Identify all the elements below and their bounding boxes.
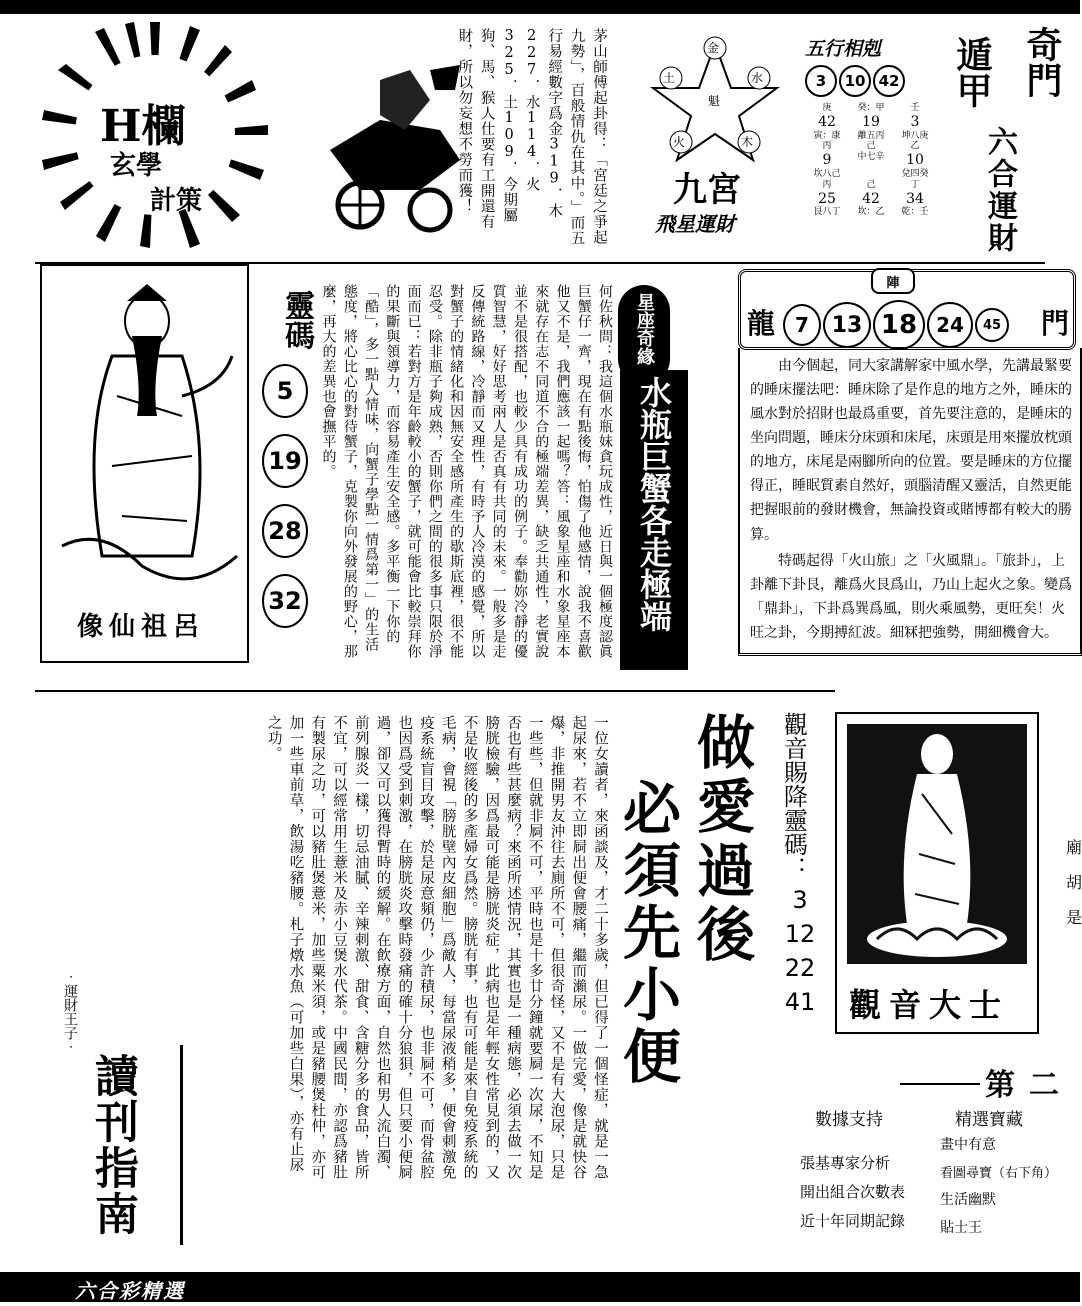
node-fire: 火 xyxy=(673,135,686,149)
guide-title-box xyxy=(60,1045,183,1245)
badge-line2: 計策 xyxy=(150,186,203,216)
edge-fragment: 廟 xyxy=(1066,838,1082,857)
guide-title: 讀刊指南 xyxy=(87,1053,138,1237)
guide-edge-text: 第二 xyxy=(985,1068,1073,1103)
edge-fragment: 是 xyxy=(1066,908,1082,927)
dragon-banner xyxy=(738,269,1076,350)
ox-cart-icon xyxy=(320,60,470,240)
health-headline-1: 做愛過後 xyxy=(687,712,755,968)
badge-line1: 玄學 xyxy=(110,151,163,181)
guide-line xyxy=(900,1083,980,1085)
guanyin-number: 41 xyxy=(784,988,816,1016)
banner-left: 龍 xyxy=(747,307,776,340)
immortal-image-box xyxy=(40,264,249,663)
jiugong-panel xyxy=(645,30,785,235)
wuxing-number: 10 xyxy=(839,65,871,97)
edge-fragment: 胡 xyxy=(1066,873,1082,892)
guanyin-number: 12 xyxy=(784,920,816,948)
immortal-caption: 呂祖仙像 xyxy=(77,612,206,642)
grid-cell: 癸：甲 19 離五丙 xyxy=(857,103,885,141)
lingma-number: 32 xyxy=(262,574,308,628)
guide-col2 xyxy=(940,1105,1080,1237)
guanyin-heading: 觀音賜降靈碼： xyxy=(779,712,808,880)
guanyin-figure-icon xyxy=(837,714,1037,974)
banner-number: 18 xyxy=(873,300,925,350)
guanyin-image-box xyxy=(835,712,1039,1034)
top-left-badge xyxy=(40,20,270,250)
node-wood: 木 xyxy=(741,135,754,149)
footer-brand: 六合彩精選 xyxy=(75,1279,185,1303)
banner-number: 45 xyxy=(975,308,1009,342)
lingma-panel xyxy=(262,290,322,650)
grid-cell: 丙 25 艮八丁 xyxy=(813,179,841,218)
banner-right: 門 xyxy=(1040,307,1069,340)
grid-cell: 己 42 坎：乙 xyxy=(857,179,885,218)
ox-cart-illustration xyxy=(320,60,470,240)
wuxing-grid xyxy=(805,103,940,218)
guide-col1-head: 數據支持 xyxy=(815,1110,883,1130)
wuxing-number: 42 xyxy=(873,65,905,97)
fengshui-text: 由今個起，同大家講解家中風水學，先講最緊要的睡床擺法吧：睡床除了是作息的地方之外，睡床的風水對於招財也最爲重要，首先要注意的，是睡床的坐向問題，睡床分床頭和床尾，床頭是用來擺放枕頭的地方，床尾是兩腳所向的位置。要是睡床的方位擺得正，睡眠質素自然好，頭腦清醒又靈活，自然更能把握眼前的發財機會，無論投資或賭博都有較大的勝算。 xyxy=(750,358,1072,543)
guide-item: 近十年同期記錄 xyxy=(800,1212,906,1230)
grid-cell: 庚 42 寅：康 xyxy=(813,103,841,141)
jiugong-title: 九宮 xyxy=(673,170,741,210)
qimen-title-b: 遁甲 xyxy=(951,36,993,108)
qimen-panel xyxy=(952,26,1062,256)
lingma-number: 19 xyxy=(262,434,308,488)
immortal-figure-icon xyxy=(42,266,247,586)
maoshan-text: 茅山師傅起卦得：「宮廷之爭起九勢」，百般情仇在其中。」而五行易經數字爲金319．木227．水114．火325．土109．今期屬狗、馬、猴人仕要有工開還有財，所以勿妄想不勞而獲！ xyxy=(456,28,607,246)
fengshui-panel xyxy=(730,264,1080,664)
jiugong-subtitle: 飛星運財 xyxy=(655,212,735,236)
grid-cell: 壬 3 坤八庚 xyxy=(901,103,929,141)
node-water: 水 xyxy=(751,71,764,85)
badge-title: H欄 xyxy=(100,101,186,152)
wuxing-numbers xyxy=(805,65,940,97)
guanyin-numbers-panel xyxy=(770,712,830,1032)
guide-item: 生活幽默 xyxy=(940,1192,996,1208)
guide-item: 開出組合次數表 xyxy=(800,1183,906,1201)
health-sign: ‧運財王子‧ xyxy=(62,970,78,1054)
guanyin-number: 22 xyxy=(784,954,816,982)
guanyin-caption: 觀音大士 xyxy=(849,986,1010,1024)
grid-cell: 丙 9 坎八己 xyxy=(813,141,841,179)
node-center: 魁 xyxy=(708,94,721,108)
footer-bar xyxy=(0,1272,1080,1302)
qimen-subtitle: 六合運財 xyxy=(982,126,1017,254)
guide-item: 畫中有意 xyxy=(940,1137,996,1153)
guide-item: 看圖尋寶（右下角） xyxy=(940,1166,1058,1181)
fengshui-text2: 特碼起得「火山旅」之「火風鼎」。「旅卦」，上卦離下卦艮，離爲火艮爲山，乃山上起火之象。變爲「鼎卦」，下卦爲巽爲風，則火乘風勢，更旺矣！火旺之卦，今期搏紅波。細冧把強勢，開細機會大。 xyxy=(750,552,1072,641)
wuxing-heading: 五行相剋 xyxy=(805,38,882,60)
wuxing-panel xyxy=(805,34,940,234)
lingma-number: 5 xyxy=(262,364,308,418)
guide-col2-head: 精選寶藏 xyxy=(955,1110,1023,1130)
top-black-bar xyxy=(0,0,1080,14)
lingma-number: 28 xyxy=(262,504,308,558)
node-metal: 金 xyxy=(707,41,720,55)
grid-cell: 丁 34 乾：壬 xyxy=(901,179,929,218)
banner-number: 7 xyxy=(783,304,821,346)
health-headline-2: 必須先小便 xyxy=(613,778,681,1088)
node-earth: 土 xyxy=(663,71,676,85)
banner-number: 24 xyxy=(927,302,973,348)
divider xyxy=(35,690,835,692)
astro-tag: 星座奇緣 xyxy=(618,285,670,385)
banner-tag: 陣 xyxy=(871,268,915,294)
guide-item: 張基專家分析 xyxy=(800,1154,891,1172)
banner-number: 13 xyxy=(823,302,871,348)
grid-cell: 乙 10 兌四癸 xyxy=(901,141,929,179)
lingma-title: 靈碼 xyxy=(279,290,314,350)
health-text: 一位女讀者，來函談及，才二十多歲，但已得了一個怪症，就是一急起尿來，若不立即屙出便會腰痛，繼而瀨尿。一做完愛，像是就快谷爆，非推開男友沖往去廁所不可，但很奇怪，又不是有大泡尿，只是一些些，但就非屙不可，平時也是十多廿分鐘就要屙一次尿，不知是否也有些甚麼病？來函所述情況，其實也是一種病態，必須去做一次膀胱檢驗，因爲最可能是膀胱炎症，此病也是年輕女性常見到的，又不是收經後的多產婦女爲然。膀胱有事，也有可能是來自免疫系統的毛病，會視「膀胱壁內皮細胞」爲敵人，每當尿液稍多，便會刺激免疫系統盲目攻擊，於是尿意頻仍，少許積尿，也非屙不可，而骨盆腔也因爲受到刺激，在膀胱炎攻擊時發痛的確十分狼狽，但只要小便屙過，卻又可以獲得暫時的緩解。在飲療方面，自然也和男人流白濁、前列腺炎一樣，切忌油膩、辛辣刺激、甜食、含糖分多的食品，皆所不宜，可以經常用生薏米及赤小豆煲水代茶。中國民間，亦認爲豬肚有製尿之功，可以豬肚煲薏米，加些粟米須，或是豬腰煲杜仲，亦可加一些車前草，飲湯吃豬腰。札子燉水魚（可加些白果），亦有止尿之功。 xyxy=(265,715,608,1180)
wuxing-number: 3 xyxy=(805,65,837,97)
astro-text: 何佐秋問：我這個水瓶妹貪玩成性，近日與一個極度認眞巨蟹仔一齊，現在有點後悔，怕傷了他感情，說我不喜歡他又不是，我們應該一起嗎？答：風象星座和水象星座本來就存在志不同道不合的極端差異，缺乏共通性，老實說並不是很搭配，也較少具有成功的例子。奉勸妳冷靜的優質智慧，好好思考兩人是否真有共同的未來。一般多是走反傳統路線，冷靜而又理性，有時予人冷漠的感覺，所以對蟹子的情緒化和因無安全感所產生的歇斯底裡，很不能忍受。除非瓶子夠成熟，否則你們之間的很多事只限於淨面而已：若對方是年齡較小的蟹子，就可能會比較崇拜你的果斷與領導力，而容易產生安全感。多平衡一下你的「酷」，多一點人情味，向蟹子學點一情爲第一」的生活態度，將心比心的對待蟹子，克製你向外發展的野心，那麼，再大的差異也會撫平的。 xyxy=(320,284,613,659)
guide-col1 xyxy=(790,1105,940,1231)
astro-headline: 水瓶巨蟹各走極端 xyxy=(620,370,688,670)
grid-cell: 己 中七辛 xyxy=(857,141,885,163)
qimen-title-a: 奇門 xyxy=(1021,26,1063,98)
fengshui-box xyxy=(738,348,1082,656)
guide-item: 貼士王 xyxy=(940,1220,982,1236)
guanyin-number: 3 xyxy=(792,886,808,914)
